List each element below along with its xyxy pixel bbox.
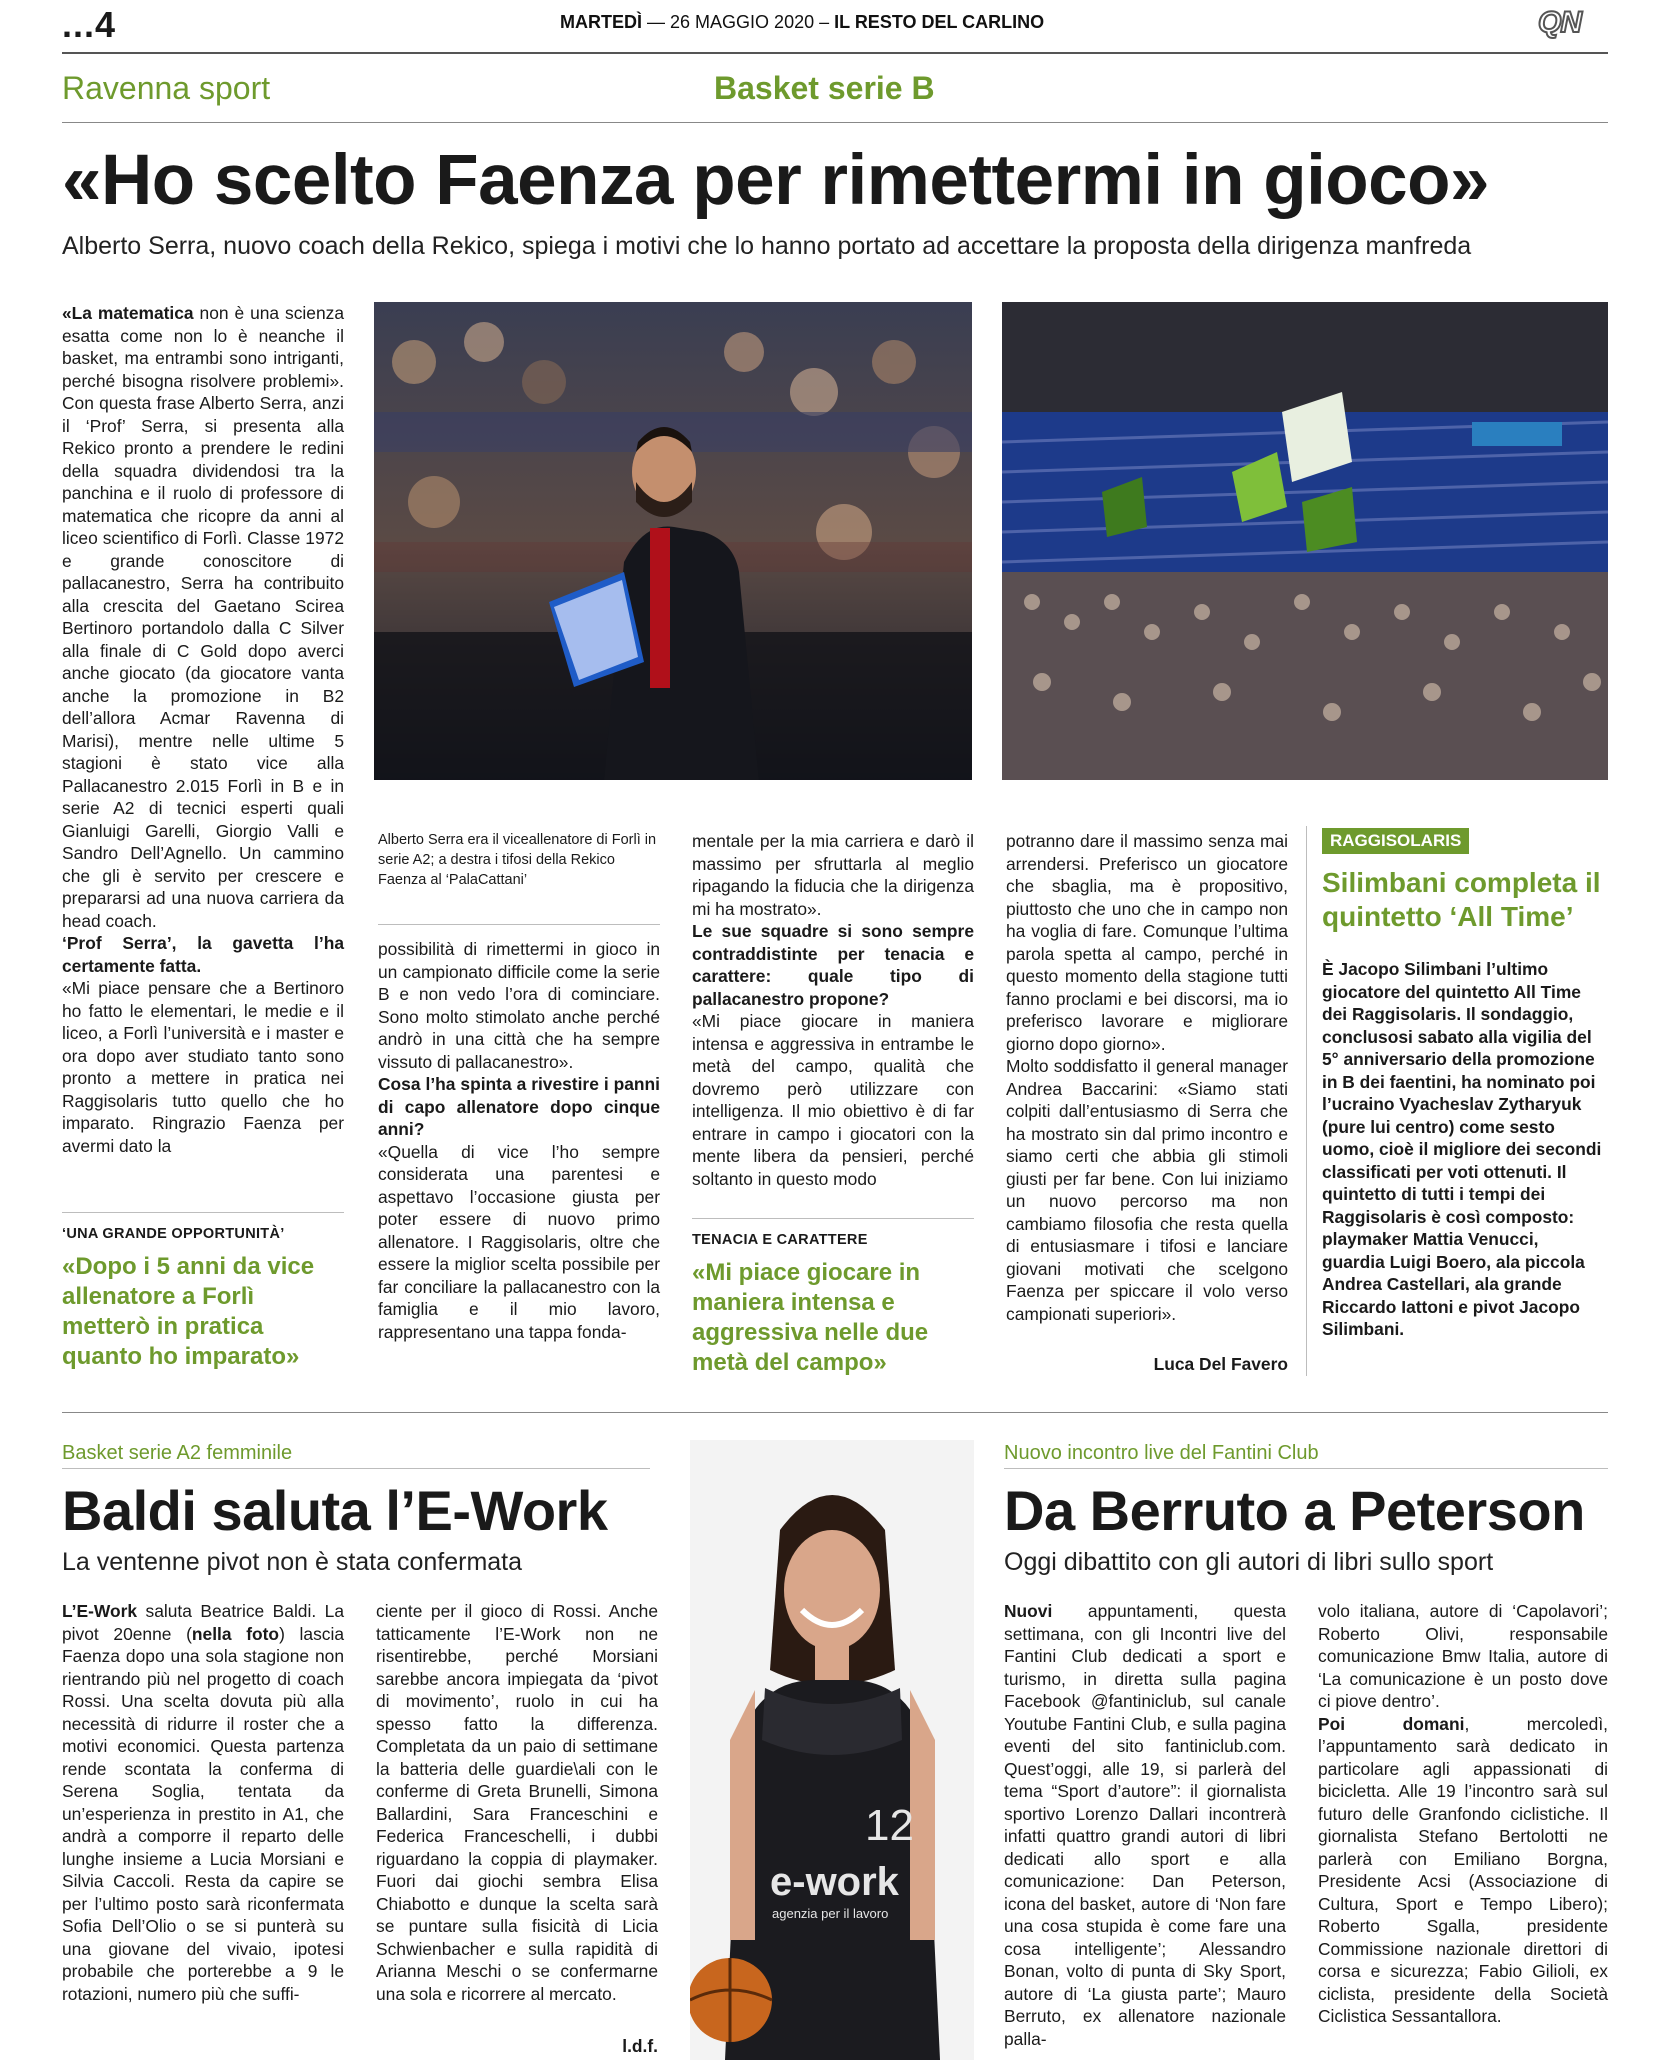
baldi-signature: l.d.f.: [622, 2036, 658, 2056]
paragraph: «Quella di vice l’ho sempre considerata una parentesi e aspettavo l’occasione giusta per poter essere di nuovo primo allenatore. I Raggisolaris, oltre che essere la miglior scelta possibile per far conciliare la pallacanestro con la famiglia e il mio lavoro, rappresentano una tappa fonda-: [378, 1141, 660, 1342]
page-number: ...4: [62, 4, 117, 45]
player-photo-image: [690, 1440, 974, 2060]
section-title: Ravenna sport: [62, 70, 271, 106]
pull-quote-label: TENACIA E CARATTERE: [692, 1232, 868, 1248]
coach-photo-image: [374, 302, 972, 780]
fantini-column-1: [1004, 1600, 1286, 2050]
box-title: Silimbani completa il quintetto ‘All Time’: [1322, 867, 1601, 932]
paragraph: possibilità di rimettermi in gioco in un campionato difficile come la serie B e non vedo l’ora di cominciare. Sono molto stimolato anche perché andrò in una città che ha sempre vissuto di pallacanestro».: [378, 939, 660, 1072]
pull-quote: «Mi piace giocare in maniera intensa e aggressiva nelle due metà del campo»: [692, 1259, 929, 1376]
article-kicker: Basket serie B: [714, 70, 935, 106]
baldi-column-1: [62, 1600, 344, 2005]
masthead: MARTEDÌ — 26 MAGGIO 2020 – IL RESTO DEL CARLINO: [560, 12, 1045, 32]
article-column-1: [62, 302, 344, 1157]
baldi-subhead: La ventenne pivot non è stata confermata: [62, 1548, 523, 1576]
photo-caption: Alberto Serra era il viceallenatore di Forlì in serie A2; a destra i tifosi della Rekico Faenza al ‘PalaCattani’: [378, 832, 657, 888]
fantini-subhead: Oggi dibattito con gli autori di libri sullo sport: [1004, 1548, 1494, 1576]
jersey-brand: e-work: [770, 1860, 899, 1904]
baldi-headline: Baldi saluta l’E-Work: [62, 1479, 608, 1542]
pull-quote-label: ‘UNA GRANDE OPPORTUNITÀ’: [62, 1226, 285, 1242]
qn-logo: QN: [1538, 6, 1581, 39]
fantini-headline: Da Berruto a Peterson: [1004, 1479, 1585, 1542]
paragraph: appuntamenti, questa settimana, con gli Incontri live del Fantini Club dedicati a sport e turismo, in diretta sulla pagina Facebook @fantiniclub, sul canale Youtube Fantini Club, e sulla pagina eventi del sito fantiniclub.com. Quest’oggi, alle 19, si parlerà del tema “Sport d’autore”: il giornalista sportivo Lorenzo Dallari incontrerà infatti quattro grandi autori di libri dedicati allo sport e alla comunicazione: Dan Peterson, icona del basket, autore di ‘Non fare una cosa stupida è come fare una cosa intelligente’; Alessandro Bonan, volto di punta di Sky Sport, autore di ‘La giusta parte’; Mauro Berruto, ex allenatore nazionale palla-: [1004, 1601, 1286, 2049]
article-column-4: [1006, 830, 1288, 1325]
interview-question: Cosa l’ha spinta a rivestire i panni di capo allenatore dopo cinque anni?: [378, 1074, 660, 1139]
paragraph: non è una scienza esatta come non lo è neanche il basket, ma entrambi sono intriganti, perché bisogna risolvere problemi». Con questa frase Alberto Serra, anzi il ‘Prof’ Serra, si presenta alla Rekico pronto a prendere le redini della squadra dividendosi tra la panchina e il ruolo di professore di matematica che ricopre da anni al liceo scientifico di Forlì. Classe 1972 e grande conoscitore di pallacanestro, Serra ha contribuito alla crescita del Gaetano Scirea Bertinoro portandolo dalla C Silver alla finale di C Gold dopo averci anche giocato (da giocatore vanta anche la promozione in B2 dell’allora Acmar Ravenna di Marisi), mentre nelle ultime 5 stagioni è stato vice alla Pallacanestro 2.015 Forlì in B e in serie A2 di tecnici esperti quali Gianluigi Garelli, Giorgio Valli e Sandro Dell’Agnello. Un cammino che gli è servito per crescere e prepararsi ad una nuova carriera da head coach.: [62, 303, 345, 931]
paragraph: ciente per il gioco di Rossi. Anche tatticamente l’E-Work non ne risentirebbe, perché Morsiani sarebbe ancora impiegata da ‘pivot di movimento’, ruolo in cui ha spesso fatto la differenza. Completata da un paio di settimane la batteria delle guardie\ali con le conferme di Greta Brunelli, Simona Ballardini, Sara Franceschini e Federica Franceschelli, i dubbi riguardano la coppia di playmaker. Fuori dai giochi sembra Elisa Chiabotto e dunque la scelta sarà se puntare sulla fisicità di Licia Schwienbacher e sulla rapidità di Arianna Meschi o se confermarne una sola e ricorrere al mercato.: [376, 1601, 658, 2004]
subheadline: Alberto Serra, nuovo coach della Rekico, spiega i motivi che lo hanno portato ad accettare la proposta della dirigenza manfreda: [62, 232, 1472, 260]
paragraph: Molto soddisfatto il general manager Andrea Baccarini: «Siamo stati colpiti dall’entusiasmo di Serra che ha mostrato sin dal primo incontro e siamo certi che abbia gli stimoli giusti per far bene. Con lui iniziamo un nuovo percorso ma non cambiamo filosofia che resta quella di entusiasmare i tifosi e lanciare giovani motivati che scelgono Faenza per spiccare il volo verso campionati superiori».: [1006, 1056, 1288, 1324]
divider: [62, 1212, 344, 1213]
masthead-paper: IL RESTO DEL CARLINO: [834, 12, 1045, 32]
author-signature: Luca Del Favero: [1153, 1354, 1288, 1374]
column-divider: [1306, 826, 1307, 1376]
top-rule: [62, 52, 1608, 54]
lower-rule: [62, 1412, 1608, 1413]
coach-photo: [374, 302, 972, 780]
masthead-day: MARTEDÌ: [560, 12, 642, 32]
paragraph: «Mi piace pensare che a Bertinoro ho fatto le elementari, le medie e il liceo, a Forlì l’università e i master e ora dopo aver studiato tanto sono pronto a mettere in pratica nei Raggisolaris tutto quello che ho imparato. Ringrazio Faenza per avermi dato la: [62, 978, 344, 1156]
interview-question: ‘Prof Serra’, la gavetta l’ha certamente fatta.: [62, 933, 344, 976]
photo-reference: nella foto: [191, 1623, 280, 1644]
paragraph: , mercoledì, l’appuntamento sarà dedicato in particolare agli appassionati di bicicletta. Alle 19 l’incontro sarà sul futuro delle Granfondo ciclistiche. Il giornalista Stefano Bertolotti ne parlerà con Emiliano Borgna, Presidente Acsi (Associazione di Cultura, Sport e Tempo Libero); Roberto Sgalla, presidente Commissione nazionale direttori di corsa e sicurezza; Fabio Gilioli, ex ciclista, presidente della Società Ciclistica Sessantallora.: [1318, 1713, 1608, 2026]
baldi-kicker: Basket serie A2 femminile: [62, 1442, 293, 1464]
masthead-date: 26 MAGGIO 2020: [670, 12, 815, 32]
lead-words: «La matematica: [62, 303, 194, 323]
divider: [62, 1468, 650, 1469]
paragraph: ) lascia Faenza dopo una sola stagione non rientrando più nel progetto di coach Rossi. Una scelta dovuta più alla necessità di ridurre il roster che a motivi economici. Questa partenza rende scontata la conferma di Serena Soglia, tentata da un’esperienza in prestito in A1, che andrà a comporre il reparto delle lunghe insieme a Lucia Morsiani e Silvia Caccoli. Resta da capire se per l’ultimo posto sarà riconfermata Sofia Dell’Olio o se si punterà su una giovane del vivaio, ipotesi probabile che porterebbe a 9 le rotazioni, numero più che suffi-: [62, 1623, 344, 2004]
divider: [1004, 1468, 1608, 1469]
paragraph: «Mi piace giocare in maniera intensa e aggressiva in entrambe le metà del campo, qualità che dovremo però utilizzare con intelligenza. Il mio obiettivo è di far entrare in campo i giocatori con la mente libera da pensieri, perché soltanto in questo modo: [692, 1011, 974, 1189]
lead-words: Poi domani: [1318, 1713, 1465, 1734]
pull-quote: «Dopo i 5 anni da vice allenatore a Forlì metterò in pratica quanto ho imparato»: [62, 1253, 315, 1370]
article-column-2: [378, 938, 660, 1343]
section-rule: [62, 122, 1608, 123]
lead-words: Nuovi: [1004, 1601, 1053, 1621]
headline: «Ho scelto Faenza per rimettermi in gioco»: [62, 141, 1490, 220]
divider: [692, 1218, 974, 1219]
fans-photo: [1002, 302, 1608, 780]
box-text: [1322, 958, 1604, 1341]
fans-photo-image: [1002, 302, 1608, 780]
player-photo: [690, 1440, 974, 2060]
baldi-column-2: [376, 1600, 658, 2005]
fantini-column-2: [1318, 1600, 1608, 2028]
box-lead: È Jacopo: [1322, 959, 1400, 979]
paragraph: mentale per la mia carriera e darò il massimo per sfruttarla al meglio ripagando la fiducia che la dirigenza mi ha mostrato».: [692, 831, 974, 919]
box-body: Silimbani l’ultimo giocatore del quintetto All Time dei Raggisolaris. Il sondaggio, conclusosi sabato alla vigilia del 5° anniversario della promozione in B dei faentini, ha nominato poi l’ucraino Vyacheslav Zytharyuk (pure lui centro) come sesto uomo, cioè il migliore dei secondi classificati per voti ottenuti. Il quintetto di tutti i tempi dei Raggisolaris è così composto: playmaker Mattia Venucci, guardia Luigi Boero, ala piccola Andrea Castellari, ala grande Riccardo Iattoni e pivot Jacopo Silimbani.: [1322, 959, 1602, 1339]
article-column-3: [692, 830, 974, 1190]
lead-words: L’E-Work: [62, 1601, 138, 1621]
paragraph: potranno dare il massimo senza mai arrendersi. Preferisco un giocatore che sbaglia, ma è propositivo, piuttosto che uno che in campo non ha voglia di fare. Comunque l’ultima parola spetta al campo, perché in questo momento della stagione tutti fanno proclami e bei discorsi, ma io preferisco lavorare e migliorare giorno dopo giorno».: [1006, 831, 1288, 1054]
fantini-kicker: Nuovo incontro live del Fantini Club: [1004, 1442, 1319, 1464]
jersey-tagline: agenzia per il lavoro: [772, 1906, 889, 1921]
interview-question: Le sue squadre si sono sempre contraddistinte per tenacia e carattere: quale tipo di pallacanestro propone?: [692, 921, 974, 1009]
jersey-number: 12: [865, 1801, 914, 1850]
box-badge: RAGGISOLARIS: [1322, 828, 1469, 854]
paragraph: saluta Beatrice Baldi. La pivot 20enne (: [62, 1601, 344, 1644]
divider: [378, 924, 660, 925]
paragraph: volo italiana, autore di ‘Capolavori’; Roberto Olivi, responsabile comunicazione Bmw Italia, autore di ‘La comunicazione è un posto dove ci piove dentro’.: [1318, 1601, 1608, 1711]
